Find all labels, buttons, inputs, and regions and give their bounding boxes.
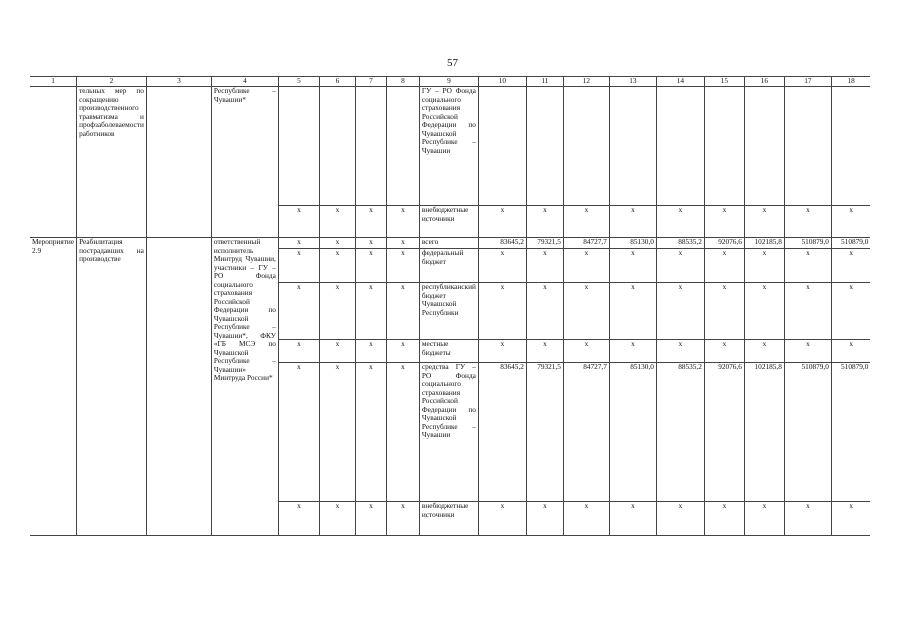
table-row [30,87,870,206]
value-cell: 510879,0 [784,363,831,502]
value-cell: x [563,283,609,340]
header-row [30,77,870,87]
cell-empty [355,87,386,206]
cell-empty [319,87,355,206]
value-cell: x [526,249,563,283]
value-cell: x [704,206,744,238]
value-cell: x [704,340,744,363]
code-cell: x [386,283,419,340]
value-cell: 88535,2 [656,238,704,249]
code-cell: x [319,206,355,238]
value-cell: 510879,0 [784,238,831,249]
cell-empty [478,87,526,206]
cell-empty [278,87,319,206]
code-cell: x [386,340,419,363]
cell-empty [563,87,609,206]
value-cell: 79321,5 [526,363,563,502]
value-cell: x [784,249,831,283]
value-cell: 84727,7 [563,363,609,502]
code-cell: x [278,283,319,340]
header-cell: 6 [319,77,355,87]
code-cell: x [386,502,419,536]
value-cell: 79321,5 [526,238,563,249]
funding-source: внебюджетные источники [419,206,478,238]
value-cell: 85130,0 [609,238,656,249]
value-cell: x [478,249,526,283]
table-row [30,238,870,249]
code-cell: x [278,502,319,536]
header-cell: 1 [30,77,77,87]
value-cell: x [744,206,784,238]
measure-name: Реабилитация пострадавших на производстве [77,238,147,536]
cell-empty [386,87,419,206]
value-cell: x [656,249,704,283]
header-cell: 8 [386,77,419,87]
value-cell: x [784,340,831,363]
measure-id: Мероприятие 2.9 [30,238,77,536]
value-cell: x [563,249,609,283]
code-cell: x [319,283,355,340]
code-cell: x [278,340,319,363]
code-cell: x [355,206,386,238]
value-cell: x [744,283,784,340]
code-cell: x [278,363,319,502]
value-cell: x [563,340,609,363]
value-cell: x [784,502,831,536]
header-cell: 16 [744,77,784,87]
header-cell: 9 [419,77,478,87]
value-cell: x [609,283,656,340]
header-cell: 11 [526,77,563,87]
header-cell: 14 [656,77,704,87]
value-cell: 102185,8 [744,238,784,249]
cell-empty [656,87,704,206]
value-cell: x [526,206,563,238]
value-cell: x [609,249,656,283]
funding-source: средства ГУ – РО Фонда социального страхования Российской Федерации по Чувашской Республике – Чувашии [419,363,478,502]
funding-source: местные бюджеты [419,340,478,363]
cell-empty [526,87,563,206]
value-cell: 83645,2 [478,238,526,249]
cell-empty [784,87,831,206]
cell-empty [146,87,211,238]
page-number: 57 [447,57,458,69]
code-cell: x [355,249,386,283]
header-cell: 13 [609,77,656,87]
code-cell: x [355,502,386,536]
value-cell: 83645,2 [478,363,526,502]
code-cell: x [355,283,386,340]
header-cell: 17 [784,77,831,87]
program-table [30,76,870,536]
header-cell: 2 [77,77,147,87]
code-cell: x [319,249,355,283]
code-cell: x [278,249,319,283]
value-cell: x [831,283,870,340]
cell-empty [146,238,211,536]
value-cell: 510879,0 [831,363,870,502]
code-cell: x [319,502,355,536]
value-cell: x [563,502,609,536]
header-cell: 12 [563,77,609,87]
code-cell: x [355,363,386,502]
code-cell: x [386,238,419,249]
value-cell: x [609,502,656,536]
value-cell: 85130,0 [609,363,656,502]
value-cell: x [526,502,563,536]
code-cell: x [386,206,419,238]
code-cell: x [319,340,355,363]
value-cell: 510879,0 [831,238,870,249]
value-cell: x [478,502,526,536]
header-cell: 15 [704,77,744,87]
value-cell: x [656,206,704,238]
value-cell: x [563,206,609,238]
code-cell: x [386,249,419,283]
cell-empty [744,87,784,206]
value-cell: x [784,283,831,340]
value-cell: x [744,249,784,283]
funding-source: республиканский бюджет Чувашской Республики [419,283,478,340]
value-cell: x [609,340,656,363]
funding-source: внебюджетные источники [419,502,478,536]
value-cell: x [478,283,526,340]
code-cell: x [319,363,355,502]
funding-source: всего [419,238,478,249]
code-cell: x [278,206,319,238]
header-cell: 18 [831,77,870,87]
executor-cont: Республике – Чувашии* [211,87,278,238]
value-cell: x [478,340,526,363]
value-cell: x [478,206,526,238]
value-cell: x [656,340,704,363]
value-cell: 88535,2 [656,363,704,502]
value-cell: x [704,502,744,536]
value-cell: x [704,249,744,283]
header-cell: 5 [278,77,319,87]
header-cell: 3 [146,77,211,87]
code-cell: x [355,340,386,363]
value-cell: x [656,502,704,536]
value-cell: 92076,6 [704,238,744,249]
value-cell: x [744,340,784,363]
value-cell: 84727,7 [563,238,609,249]
funding-source: ГУ – РО Фонда социального страхования Российской Федерации по Чувашской Республике – Чувашии [419,87,478,206]
value-cell: x [831,249,870,283]
value-cell: x [704,283,744,340]
value-cell: x [784,206,831,238]
cell-empty [704,87,744,206]
cell-empty [609,87,656,206]
cell-empty [30,87,77,238]
value-cell: x [831,502,870,536]
value-cell: x [609,206,656,238]
value-cell: 102185,8 [744,363,784,502]
header-cell: 10 [478,77,526,87]
code-cell: x [278,238,319,249]
header-cell: 7 [355,77,386,87]
value-cell: x [744,502,784,536]
measure-name-cont: тельных мер по сокращению производственного травматизма и профзаболеваемости работников [77,87,147,238]
funding-source: федеральный бюджет [419,249,478,283]
code-cell: x [386,363,419,502]
cell-empty [831,87,870,206]
value-cell: x [831,340,870,363]
value-cell: x [526,283,563,340]
value-cell: x [831,206,870,238]
executor: ответственный исполнитель Минтруд Чувашии, участники – ГУ – РО Фонда социального страхования Российской Федерации по Чувашской Республике – Чувашии*, ФКУ «ГБ МСЭ по Чувашской Республике – Чувашии» Минтруда России* [211,238,278,536]
value-cell: x [656,283,704,340]
code-cell: x [355,238,386,249]
header-cell: 4 [211,77,278,87]
value-cell: x [526,340,563,363]
value-cell: 92076,6 [704,363,744,502]
code-cell: x [319,238,355,249]
